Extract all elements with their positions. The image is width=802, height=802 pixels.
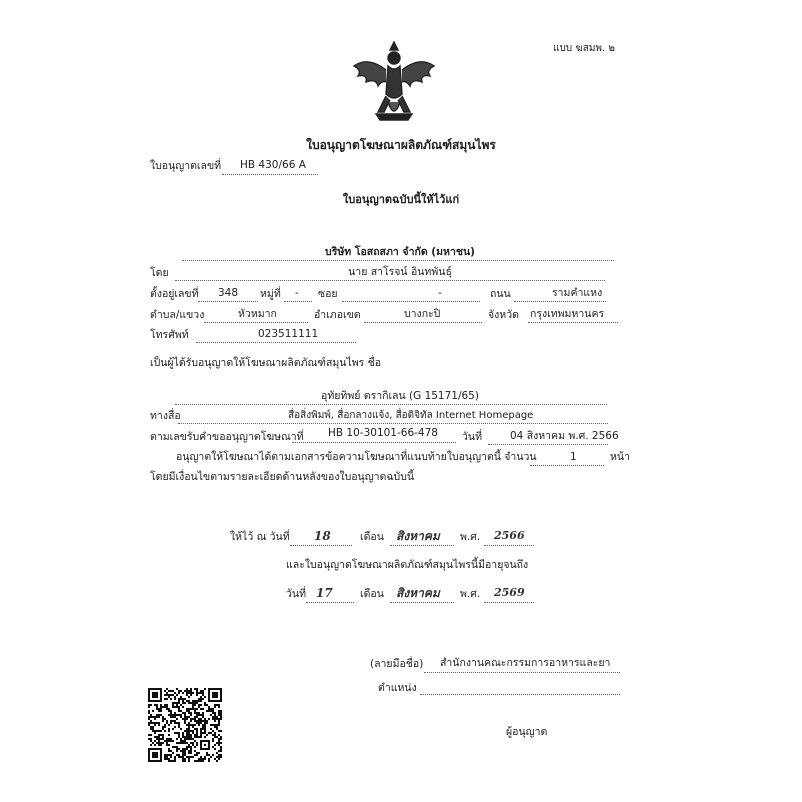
channel-value: สื่อสิ่งพิมพ์, สื่อกลางแจ้ง, สื่อดิจิทัล Internet Homepage (288, 410, 534, 421)
address-no-line (198, 301, 258, 302)
road-label: ถนน (490, 288, 511, 300)
qr-code[interactable] (148, 688, 222, 762)
license-no-line (222, 174, 318, 175)
request-date: 04 สิงหาคม พ.ศ. 2566 (510, 430, 619, 442)
district-value: บางกะปิ (404, 308, 441, 320)
license-no-value: HB 430/66 A (240, 159, 306, 171)
soi-value: - (438, 287, 442, 299)
valid-month: สิงหาคม (396, 586, 440, 600)
phone-label: โทรศัพท์ (150, 329, 189, 341)
signature-label: (ลายมือชื่อ) (370, 658, 424, 670)
product-name: อุทัยทิพย์ ตรากิเลน (G 15171/65) (321, 390, 479, 402)
moo-line (284, 301, 312, 302)
issued-to-heading: ใบอนุญาตฉบับนี้ให้ไว้แก่ (342, 193, 460, 206)
valid-text: และใบอนุญาตโฆษณาผลิตภัณฑ์สมุนไพรนี้มีอายุจนถึง (286, 559, 529, 571)
signer-line (424, 672, 620, 673)
request-no: HB 10-30101-66-478 (328, 427, 438, 439)
request-label: ตามเลขรับคำขออนุญาตโฆษณาที่ (150, 431, 304, 443)
company-line (182, 260, 614, 261)
page-count: 1 (570, 451, 577, 463)
valid-month-line (390, 602, 454, 603)
conditions-text: โดยมีเงื่อนไขตามรายละเอียดด้านหลังของใบอนุญาตฉบับนี้ (150, 471, 415, 483)
valid-day: 17 (316, 586, 333, 600)
position-label: ตำแหน่ง (378, 682, 417, 694)
subdistrict-line (204, 322, 308, 323)
district-line (364, 322, 482, 323)
province-label: จังหวัด (488, 309, 519, 321)
given-year-line (484, 545, 534, 546)
by-name: นาย สาโรจน์ อินทพันธุ์ (348, 266, 452, 278)
licensor-label: ผู้อนุญาต (506, 726, 548, 738)
given-year: 2566 (494, 529, 525, 542)
subdistrict-label: ตำบล/แขวง (150, 309, 205, 321)
given-month-label: เดือน (360, 531, 384, 543)
given-year-label: พ.ศ. (460, 531, 481, 543)
position-line (420, 694, 620, 695)
approval-text: อนุญาตให้โฆษณาได้ตามเอกสารข้อความโฆษณาที่แนบท้ายใบอนุญาตนี้ จำนวน (176, 451, 537, 463)
form-code: แบบ ฆสมพ. ๒ (553, 43, 615, 54)
province-line (528, 322, 618, 323)
moo-value: - (295, 287, 299, 299)
given-day: 18 (314, 529, 331, 543)
district-label: อำเภอเขต (314, 309, 361, 321)
soi-label: ซอย (318, 288, 338, 300)
valid-year-line (484, 602, 534, 603)
address-label: ตั้งอยู่เลขที่ (150, 288, 199, 300)
phone-line (196, 342, 356, 343)
road-line (514, 301, 606, 302)
request-date-label: วันที่ (462, 431, 482, 443)
by-line (175, 280, 605, 281)
channel-label: ทางสื่อ (150, 410, 181, 422)
page-title: ใบอนุญาตโฆษณาผลิตภัณฑ์สมุนไพร (306, 138, 496, 152)
valid-year-label: พ.ศ. (460, 588, 481, 600)
request-date-line (488, 444, 608, 445)
given-day-line (290, 545, 352, 546)
given-month-line (390, 545, 454, 546)
valid-day-label: วันที่ (286, 588, 306, 600)
garuda-emblem (348, 36, 440, 128)
request-no-line (292, 442, 456, 443)
company-name: บริษัท โอสถสภา จำกัด (มหาชน) (325, 246, 475, 258)
phone-value: 023511111 (258, 328, 319, 340)
valid-month-label: เดือน (360, 588, 384, 600)
address-no: 348 (218, 287, 239, 299)
valid-year: 2569 (494, 586, 525, 599)
product-line (175, 404, 607, 405)
page-count-line (530, 465, 604, 466)
channel-line (178, 423, 608, 424)
road-value: รามคำแหง (552, 287, 603, 299)
valid-day-line (306, 602, 354, 603)
moo-label: หมู่ที่ (260, 288, 281, 300)
soi-line (342, 301, 480, 302)
subdistrict-value: หัวหมาก (238, 308, 277, 320)
page-unit: หน้า (610, 451, 630, 463)
by-label: โดย (150, 267, 169, 279)
permission-intro: เป็นผู้ได้รับอนุญาตให้โฆษณาผลิตภัณฑ์สมุนไพร ชื่อ (150, 357, 382, 369)
given-month: สิงหาคม (396, 529, 440, 543)
given-label: ให้ไว้ ณ วันที่ (230, 531, 290, 543)
license-no-label: ใบอนุญาตเลขที่ (150, 160, 222, 172)
province-value: กรุงเทพมหานคร (530, 308, 605, 320)
signer-name: สำนักงานคณะกรรมการอาหารและยา (440, 657, 611, 669)
